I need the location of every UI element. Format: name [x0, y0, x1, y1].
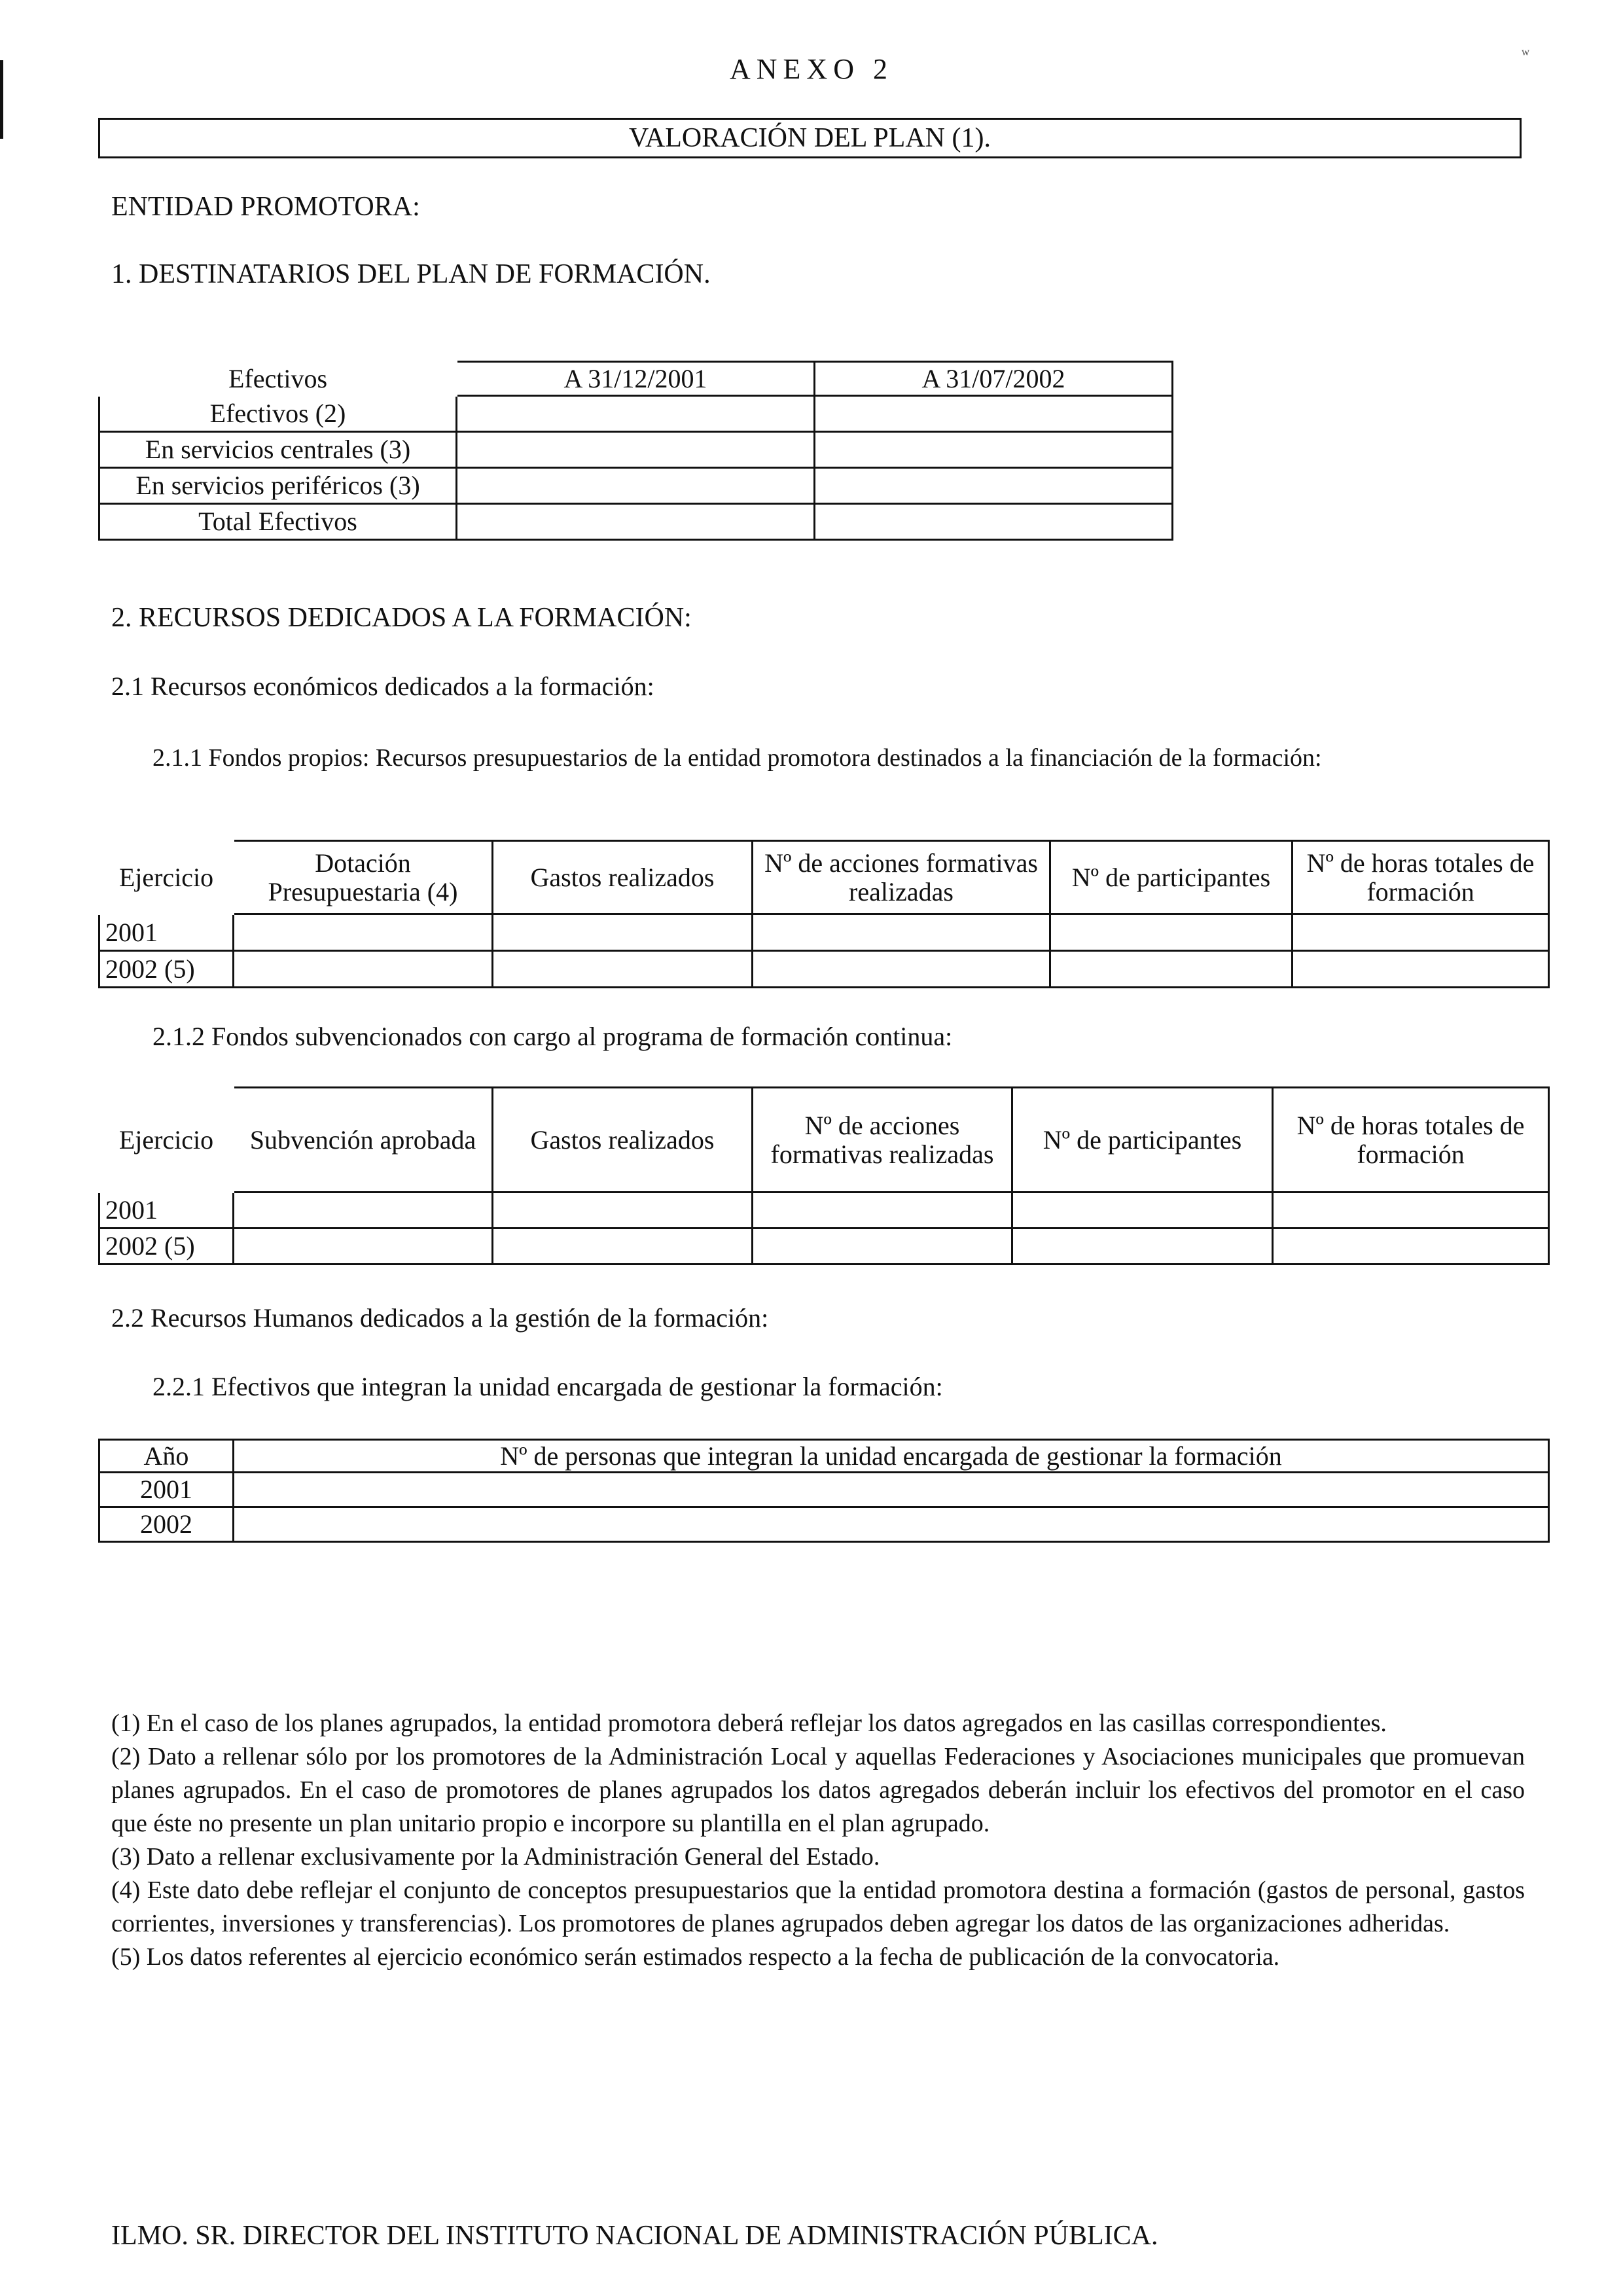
col-header: Nº de acciones formativas realizadas: [753, 1088, 1012, 1193]
year-label: 2002 (5): [99, 951, 234, 988]
efectivos-header: Efectivos: [228, 363, 328, 393]
input-cell[interactable]: [493, 951, 753, 988]
efectivos-table: [98, 361, 1173, 541]
footnote: (4) Este dato debe reflejar el conjunto de conceptos presupuestarios que la entidad promotora destina a formación (gastos de personal, gastos corrientes, inversiones y transferencias). Los promotores de planes agrupados deben agregar los datos de las organizaciones adheridas.: [111, 1876, 1525, 1937]
col-header: Nº de personas que integran la unidad encargada de gestionar la formación: [234, 1440, 1549, 1473]
input-cell[interactable]: [457, 468, 815, 504]
input-cell[interactable]: [815, 432, 1173, 468]
input-cell[interactable]: [234, 1193, 493, 1229]
input-cell[interactable]: [1273, 1193, 1549, 1229]
input-cell[interactable]: [1293, 951, 1549, 988]
col-header: Nº de horas totales de formación: [1273, 1088, 1549, 1193]
scan-mark: ʷ: [1522, 45, 1529, 65]
input-cell[interactable]: [234, 1229, 493, 1265]
col-header: Gastos realizados: [493, 841, 753, 914]
input-cell[interactable]: [753, 1193, 1012, 1229]
input-cell[interactable]: [1050, 951, 1293, 988]
col-header: Gastos realizados: [493, 1088, 753, 1193]
input-cell[interactable]: [234, 1473, 1549, 1507]
input-cell[interactable]: [457, 504, 815, 540]
annex-title: ANEXO 2: [730, 53, 893, 85]
section221-heading: 2.2.1 Efectivos que integran la unidad encargada de gestionar la formación:: [152, 1372, 943, 1401]
input-cell[interactable]: [815, 468, 1173, 504]
plan-title-box: VALORACIÓN DEL PLAN (1).: [98, 118, 1522, 158]
section1-heading: 1. DESTINATARIOS DEL PLAN DE FORMACIÓN.: [111, 259, 711, 289]
date-2001-header: A 31/12/2001: [457, 362, 815, 396]
footnotes: [111, 1707, 1525, 1974]
input-cell[interactable]: [815, 504, 1173, 540]
footnote: (2) Dato a rellenar sólo por los promotores de la Administración Local y aquellas Federaciones y Asociaciones municipales que promuevan planes agrupados. En el caso de promotores de planes agrupados los datos agregados deberán incluir los efectivos del promotor en el caso que éste no presente un plan unitario propio e incorpore su plantilla en el plan agrupado.: [111, 1743, 1525, 1837]
input-cell[interactable]: [234, 951, 493, 988]
input-cell[interactable]: [753, 1229, 1012, 1265]
input-cell[interactable]: [1273, 1229, 1549, 1265]
col-header: Subvención aprobada: [234, 1088, 493, 1193]
section22-heading: 2.2 Recursos Humanos dedicados a la gestión de la formación:: [111, 1303, 769, 1333]
entity-label: ENTIDAD PROMOTORA:: [111, 192, 420, 222]
input-cell[interactable]: [753, 914, 1050, 951]
section212-heading: 2.1.2 Fondos subvencionados con cargo al programa de formación continua:: [152, 1022, 953, 1051]
fondos-subvencionados-table: [98, 1086, 1550, 1265]
fondos-propios-table: [98, 840, 1550, 988]
recursos-humanos-table: [98, 1439, 1550, 1543]
input-cell[interactable]: [1293, 914, 1549, 951]
input-cell[interactable]: [234, 1507, 1549, 1542]
row-label: En servicios centrales (3): [99, 432, 457, 468]
row-label: Total Efectivos: [99, 504, 457, 540]
row-label: Efectivos (2): [99, 396, 457, 432]
section21-heading: 2.1 Recursos económicos dedicados a la formación:: [111, 672, 654, 701]
col-header: Nº de acciones formativas realizadas: [753, 841, 1050, 914]
footnote: (3) Dato a rellenar exclusivamente por la Administración General del Estado.: [111, 1843, 880, 1871]
year-label: 2001: [99, 1193, 234, 1229]
year-label: 2001: [99, 914, 234, 951]
addressee: ILMO. SR. DIRECTOR DEL INSTITUTO NACIONAL DE ADMINISTRACIÓN PÚBLICA.: [111, 2221, 1158, 2251]
ejercicio-header: Ejercicio: [118, 862, 214, 892]
input-cell[interactable]: [1012, 1193, 1273, 1229]
section211-text: 2.1.1 Fondos propios: Recursos presupuestarios de la entidad promotora destinados a la financiación de la formación:: [152, 744, 1322, 772]
date-2002-header: A 31/07/2002: [815, 362, 1173, 396]
input-cell[interactable]: [493, 1229, 753, 1265]
section2-heading: 2. RECURSOS DEDICADOS A LA FORMACIÓN:: [111, 603, 692, 633]
ejercicio-header: Ejercicio: [118, 1124, 214, 1155]
input-cell[interactable]: [1012, 1229, 1273, 1265]
input-cell[interactable]: [493, 1193, 753, 1229]
year-label: 2001: [99, 1473, 234, 1507]
col-header: Nº de horas totales de formación: [1293, 841, 1549, 914]
input-cell[interactable]: [493, 914, 753, 951]
col-header: Nº de participantes: [1012, 1088, 1273, 1193]
year-label: 2002 (5): [99, 1229, 234, 1265]
row-label: En servicios periféricos (3): [99, 468, 457, 504]
col-header: Nº de participantes: [1050, 841, 1293, 914]
footnote: (5) Los datos referentes al ejercicio económico serán estimados respecto a la fecha de publicación de la convocatoria.: [111, 1943, 1280, 1971]
input-cell[interactable]: [815, 396, 1173, 432]
input-cell[interactable]: [457, 432, 815, 468]
year-header: Año: [99, 1440, 234, 1473]
input-cell[interactable]: [457, 396, 815, 432]
input-cell[interactable]: [1050, 914, 1293, 951]
footnote: (1) En el caso de los planes agrupados, la entidad promotora deberá reflejar los datos agregados en las casillas correspondientes.: [111, 1710, 1387, 1737]
input-cell[interactable]: [753, 951, 1050, 988]
col-header: Dotación Presupuestaria (4): [234, 841, 493, 914]
year-label: 2002: [99, 1507, 234, 1542]
input-cell[interactable]: [234, 914, 493, 951]
